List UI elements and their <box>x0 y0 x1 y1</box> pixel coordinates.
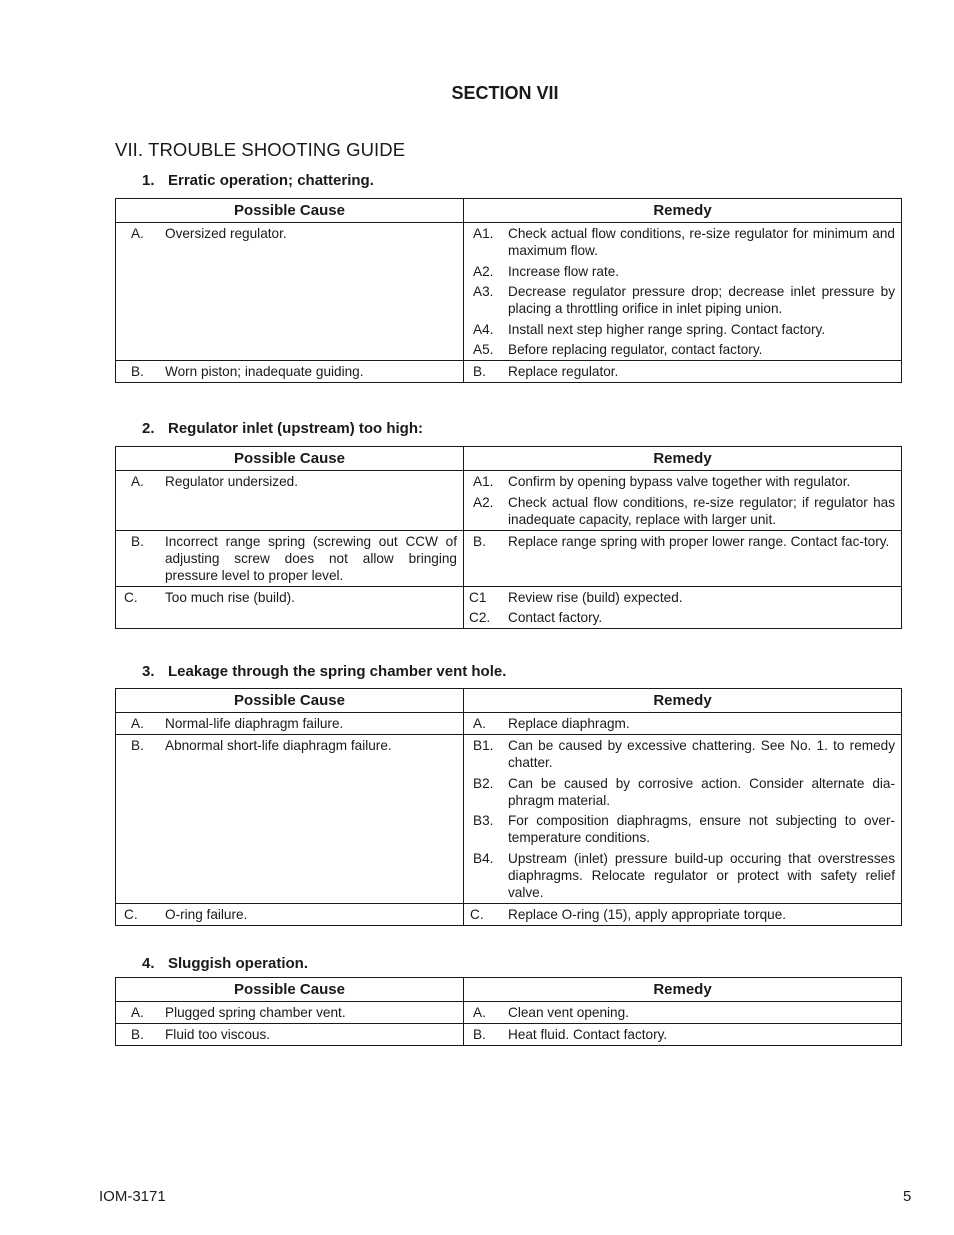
troubleshooting-table-4 <box>115 977 902 1046</box>
cause-cell <box>116 1002 464 1024</box>
troubleshooting-table-3 <box>115 688 902 926</box>
remedy-entry <box>464 1026 901 1043</box>
remedy-entry <box>464 715 901 732</box>
remedy-text: Decrease regulator pressure drop; decrease inlet pressure by placing a throttling orifice in inlet piping union. <box>508 284 895 316</box>
troubleshooting-table-1 <box>115 198 902 383</box>
remedy-text: Replace range spring with proper lower range. Contact fac-tory. <box>508 533 890 549</box>
cause-label: B. <box>131 1027 144 1042</box>
remedy-cell <box>464 735 902 904</box>
cause-label: A. <box>131 226 144 241</box>
cause-text: Oversized regulator. <box>165 226 287 241</box>
remedy-label: B3. <box>473 813 494 828</box>
cause-entry <box>116 533 463 584</box>
remedy-entry <box>464 494 901 528</box>
cause-cell <box>116 586 464 629</box>
remedy-entry <box>464 225 901 259</box>
cause-entry <box>116 363 463 380</box>
table-row <box>116 735 902 904</box>
remedy-label: A1. <box>473 226 494 241</box>
remedy-label: B1. <box>473 738 494 753</box>
cause-entry <box>116 225 463 242</box>
remedy-entry <box>464 363 901 380</box>
table-row <box>116 223 902 361</box>
table-row <box>116 586 902 629</box>
subsection-title: Leakage through the spring chamber vent hole. <box>168 663 507 680</box>
remedy-label: B. <box>473 1027 486 1042</box>
remedy-text: Review rise (build) expected. <box>508 589 683 605</box>
cause-text: Incorrect range spring (screwing out CCW of adjusting screw does not allow bringing pressure level to proper level. <box>165 533 457 583</box>
cause-cell <box>116 1024 464 1046</box>
cause-entry <box>116 589 463 606</box>
document-id: IOM-3171 <box>99 1188 166 1205</box>
cause-entry <box>116 473 463 490</box>
remedy-label: A1. <box>473 474 494 489</box>
remedy-label: A. <box>473 716 486 731</box>
remedy-label: A4. <box>473 321 494 337</box>
cause-label: C. <box>124 589 138 605</box>
cause-text: Fluid too viscous. <box>165 1027 271 1042</box>
remedy-cell <box>464 1024 902 1046</box>
subsection-title: Erratic operation; chattering. <box>168 172 374 189</box>
cause-cell <box>116 471 464 531</box>
cause-text: Regulator undersized. <box>165 474 298 489</box>
remedy-label: A. <box>473 1005 486 1020</box>
header-remedy: Remedy <box>464 978 902 1002</box>
cause-cell <box>116 713 464 735</box>
subsection-title: Sluggish operation. <box>168 955 309 972</box>
subsection-number: 1. <box>142 172 155 189</box>
cause-text: Too much rise (build). <box>165 589 295 605</box>
header-remedy: Remedy <box>464 689 902 713</box>
table-row <box>116 1002 902 1024</box>
remedy-label: C2. <box>469 610 491 625</box>
remedy-entry <box>464 906 901 923</box>
remedy-text: Can be caused by excessive chattering. See No. 1. to remedy chatter. <box>508 738 895 770</box>
remedy-text: Clean vent opening. <box>508 1005 629 1020</box>
remedy-cell <box>464 903 902 925</box>
cause-cell <box>116 903 464 925</box>
remedy-entry <box>464 473 901 490</box>
remedy-entry <box>464 1004 901 1021</box>
remedy-cell <box>464 530 902 586</box>
header-possible-cause: Possible Cause <box>116 978 464 1002</box>
page-number: 5 <box>903 1188 912 1205</box>
cause-text: Normal-life diaphragm failure. <box>165 716 344 731</box>
remedy-text: For composition diaphragms, ensure not subjecting to over-temperature conditions. <box>508 813 895 845</box>
remedy-text: Heat fluid. Contact factory. <box>508 1027 668 1042</box>
table-row <box>116 1024 902 1046</box>
table-header-row <box>116 978 902 1002</box>
cause-text: O-ring failure. <box>165 906 248 922</box>
cause-cell <box>116 735 464 904</box>
subsection-title: Regulator inlet (upstream) too high: <box>168 420 423 437</box>
cause-entry <box>116 906 463 923</box>
cause-entry <box>116 1026 463 1043</box>
cause-label: A. <box>131 474 144 489</box>
cause-label: B. <box>131 364 144 379</box>
remedy-label: A2. <box>473 494 494 510</box>
remedy-cell <box>464 471 902 531</box>
remedy-cell <box>464 1002 902 1024</box>
remedy-entry <box>464 609 901 626</box>
subsection-number: 3. <box>142 663 155 680</box>
table-header-row <box>116 689 902 713</box>
table-row <box>116 903 902 925</box>
cause-label: A. <box>131 1005 144 1020</box>
remedy-text: Replace O-ring (15), apply appropriate torque. <box>508 906 787 922</box>
header-possible-cause: Possible Cause <box>116 689 464 713</box>
cause-text: Abnormal short-life diaphragm failure. <box>165 738 392 753</box>
cause-text: Plugged spring chamber vent. <box>165 1005 346 1020</box>
header-possible-cause: Possible Cause <box>116 447 464 471</box>
remedy-cell <box>464 223 902 361</box>
remedy-text: Before replacing regulator, contact factory. <box>508 342 763 357</box>
remedy-text: Increase flow rate. <box>508 263 620 279</box>
section-heading: SECTION VII <box>451 83 559 103</box>
remedy-text: Confirm by opening bypass valve together with regulator. <box>508 474 851 489</box>
cause-text: Worn piston; inadequate guiding. <box>165 364 364 379</box>
remedy-text: Check actual flow conditions, re-size regulator; if regulator has inadequate capacity, replace with larger unit. <box>508 494 895 527</box>
header-remedy: Remedy <box>464 447 902 471</box>
remedy-text: Replace regulator. <box>508 364 619 379</box>
remedy-entry <box>464 321 901 338</box>
table-header-row <box>116 447 902 471</box>
header-remedy: Remedy <box>464 199 902 223</box>
remedy-text: Can be caused by corrosive action. Consider alternate dia-phragm material. <box>508 775 895 808</box>
subsection-number: 2. <box>142 420 155 437</box>
remedy-cell <box>464 713 902 735</box>
remedy-text: Replace diaphragm. <box>508 716 630 731</box>
remedy-entry <box>464 263 901 280</box>
table-header-row <box>116 199 902 223</box>
remedy-label: A2. <box>473 263 494 279</box>
subsection-number: 4. <box>142 955 155 972</box>
remedy-label: B2. <box>473 775 494 791</box>
cause-entry <box>116 715 463 732</box>
cause-label: A. <box>131 716 144 731</box>
remedy-text: Install next step higher range spring. Contact factory. <box>508 321 826 337</box>
table-row <box>116 530 902 586</box>
subsection-1-heading <box>142 172 374 189</box>
remedy-label: B. <box>473 533 486 549</box>
cause-cell <box>116 530 464 586</box>
remedy-entry <box>464 775 901 809</box>
remedy-entry <box>464 589 901 606</box>
table-row <box>116 713 902 735</box>
subsection-2-heading <box>142 420 423 437</box>
remedy-entry <box>464 283 901 317</box>
remedy-entry <box>464 533 901 550</box>
guide-title: VII. TROUBLE SHOOTING GUIDE <box>115 139 406 160</box>
remedy-text: Upstream (inlet) pressure build-up occuring that overstresses diaphragms. Relocate regulator or protect with safety relief valve. <box>508 850 895 900</box>
remedy-label: B. <box>473 364 486 379</box>
cause-label: C. <box>124 906 138 922</box>
cause-label: B. <box>131 533 144 549</box>
table-row <box>116 361 902 383</box>
remedy-label: B4. <box>473 850 494 866</box>
subsection-4-heading <box>142 955 308 972</box>
cause-entry <box>116 737 463 754</box>
remedy-label: C1 <box>469 589 487 605</box>
table-row <box>116 471 902 531</box>
remedy-label: A5. <box>473 342 494 357</box>
remedy-entry <box>464 850 901 901</box>
remedy-entry <box>464 737 901 771</box>
remedy-label: C. <box>470 906 484 922</box>
remedy-cell <box>464 361 902 383</box>
remedy-text: Check actual flow conditions, re-size regulator for minimum and maximum flow. <box>508 226 895 258</box>
subsection-3-heading <box>142 663 506 680</box>
remedy-label: A3. <box>473 284 494 299</box>
header-possible-cause: Possible Cause <box>116 199 464 223</box>
remedy-entry <box>464 812 901 846</box>
remedy-entry <box>464 341 901 358</box>
troubleshooting-table-2 <box>115 446 902 629</box>
remedy-text: Contact factory. <box>508 610 603 625</box>
remedy-cell <box>464 586 902 629</box>
cause-label: B. <box>131 738 144 753</box>
cause-cell <box>116 223 464 361</box>
cause-cell <box>116 361 464 383</box>
cause-entry <box>116 1004 463 1021</box>
